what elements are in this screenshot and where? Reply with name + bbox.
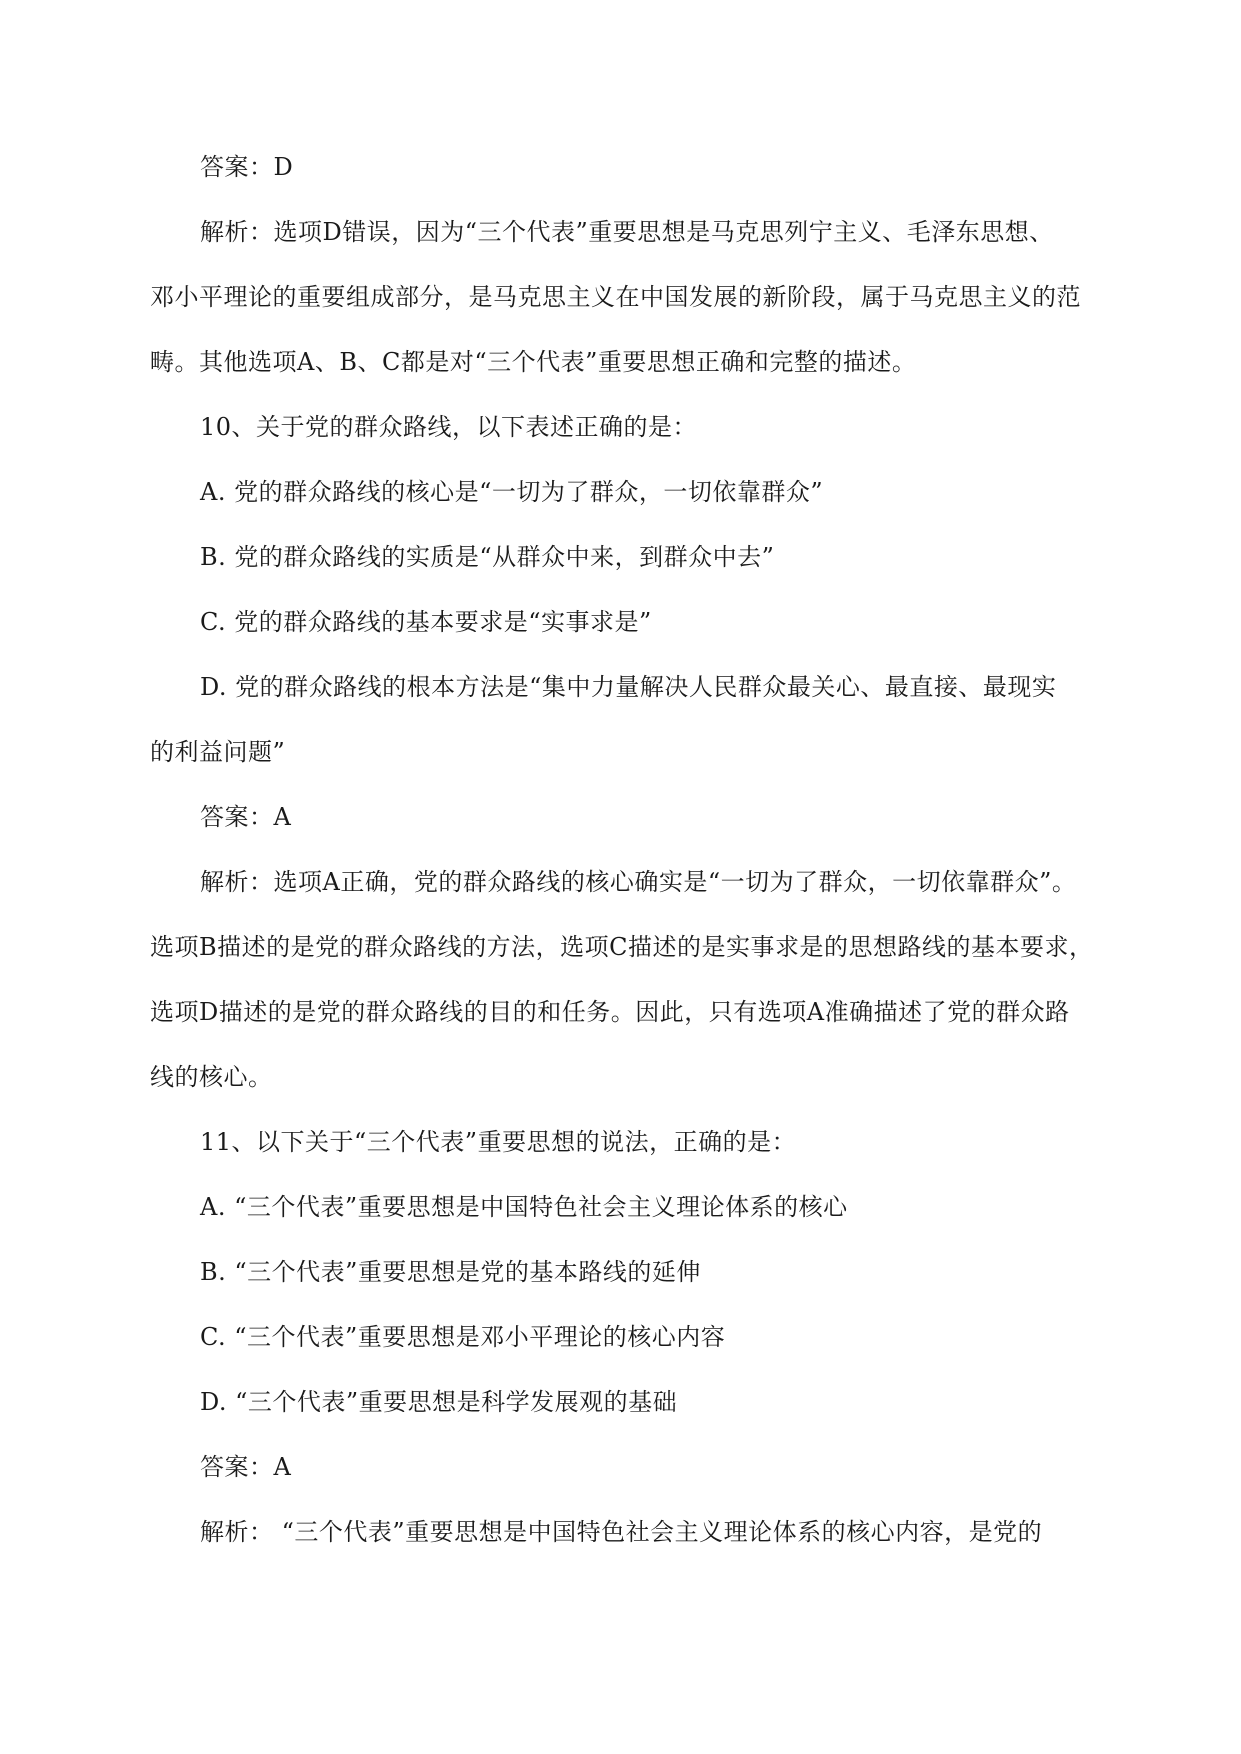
option-a: A. “三个代表”重要思想是中国特色社会主义理论体系的核心 [200,1193,848,1221]
option-a: A. 党的群众路线的核心是“一切为了群众，一切依靠群众” [200,478,824,506]
explanation-line: 畴。其他选项A、B、C都是对“三个代表”重要思想正确和完整的描述。 [150,348,917,376]
option-c: C. 党的群众路线的基本要求是“实事求是” [200,608,652,636]
explanation-line: 选项D描述的是党的群众路线的目的和任务。因此，只有选项A准确描述了党的群众路 [150,998,1070,1026]
question-10-title: 10、关于党的群众路线，以下表述正确的是： [200,413,698,441]
question-11-title: 11、以下关于“三个代表”重要思想的说法，正确的是： [200,1128,797,1156]
explanation-line: 解析：选项A正确，党的群众路线的核心确实是“一切为了群众，一切依靠群众”。 [200,868,1077,896]
explanation-line: 线的核心。 [150,1063,273,1091]
answer-line: 答案：A [200,803,292,831]
explanation-line: 解析：选项D错误，因为“三个代表”重要思想是马克思列宁主义、毛泽东思想、 [200,218,1054,246]
explanation-line: 选项B描述的是党的群众路线的方法，选项C描述的是实事求是的思想路线的基本要求， [150,933,1094,961]
answer-line: 答案：A [200,1453,292,1481]
option-d: D. “三个代表”重要思想是科学发展观的基础 [200,1388,678,1416]
explanation-line: 邓小平理论的重要组成部分，是马克思主义在中国发展的新阶段，属于马克思主义的范 [150,283,1081,311]
answer-line: 答案：D [200,153,294,181]
option-d: D. 党的群众路线的根本方法是“集中力量解决人民群众最关心、最直接、最现实 [200,673,1057,701]
option-b: B. 党的群众路线的实质是“从群众中来，到群众中去” [200,543,775,571]
option-b: B. “三个代表”重要思想是党的基本路线的延伸 [200,1258,701,1286]
explanation-line: 解析： “三个代表”重要思想是中国特色社会主义理论体系的核心内容，是党的 [200,1518,1043,1546]
option-c: C. “三个代表”重要思想是邓小平理论的核心内容 [200,1323,726,1351]
option-d-continued: 的利益问题” [150,738,286,766]
